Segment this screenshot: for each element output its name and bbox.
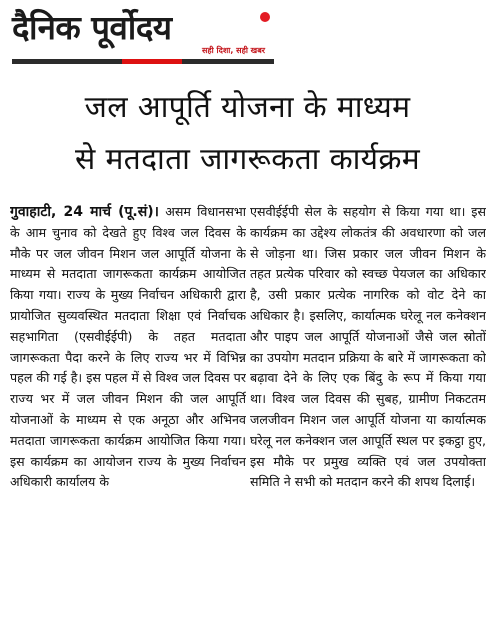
logo-red-dot-icon bbox=[260, 12, 270, 22]
newspaper-logo: दैनिक पूर्वोदय bbox=[12, 8, 172, 47]
headline-line-1: जल आपूर्ति योजना के माध्यम bbox=[84, 90, 411, 125]
article-column-1-text: असम विधानसभा के आम चुनाव को देखते हुए विश्व जल दिवस के मौके पर जल जीवन मिशन जल आपूर्ति योजना के माध्यम से मतदाता जागरूकता कार्यक्रम आयोजित किया गया। राज्य के मुख्य निर्वाचन अधिकारी द्वारा प्रायोजित सुव्यवस्थित मतदाता शिक्षा एवं निर्वाचक सहभागिता (एसवीईईपी) के तहत मतदाता जागरूकता पैदा करने के लिए राज्य भर में विभिन्न पहल की गई है। इस पहल में से विश्व जल दिवस पर राज्य भर में जल जीवन मिशन की जल आपूर्ति योजनाओं के माध्यम से एक अनूठा और अभिनव मतदाता जागरूकता कार्यक्रम आयोजित किया गया। इस कार्यक्रम का आयोजन राज्य के मुख्य निर्वाचन अधिकारी कार्यालय के bbox=[10, 204, 246, 490]
headline-line-2: से मतदाता जागरूकता कार्यक्रम bbox=[75, 142, 420, 177]
newspaper-tagline: सही दिशा, सही खबर bbox=[202, 46, 266, 55]
article-column-1 bbox=[10, 202, 246, 628]
masthead-rule bbox=[12, 59, 274, 64]
masthead-rule-accent bbox=[122, 59, 182, 64]
article-dateline: गुवाहाटी, 24 मार्च (पू.सं)। bbox=[10, 204, 159, 220]
article-column-2 bbox=[250, 202, 486, 628]
article-body bbox=[10, 202, 486, 628]
article-column-2-text: एसवीईईपी सेल के सहयोग से किया गया था। इस कार्यक्रम का उद्देश्य लोकतंत्र की अवधारणा को जल से जोड़ना था। जिस प्रकार जल जीवन मिशन के तहत प्रत्येक परिवार को स्वच्छ पेयजल का अधिकार है, उसी प्रकार प्रत्येक नागरिक को वोट देने का अधिकार है। इसलिए, कार्यात्मक घरेलू नल कनेक्शन और पाइप जल आपूर्ति योजनाओं जैसे जल स्रोतों का उपयोग मतदान प्रक्रिया के बारे में जागरूकता को बढ़ावा देने के लिए एक बिंदु के रूप में किया गया था। विश्व जल दिवस की सुबह, ग्रामीण निकटतम जलजीवन मिशन जल आपूर्ति योजना या कार्यात्मक घरेलू नल कनेक्शन जल आपूर्ति स्थल पर इकट्ठा हुए, इस मौके पर प्रमुख व्यक्ति एवं जल उपयोक्ता समिति ने सभी को मतदान करने की शपथ दिलाई। bbox=[250, 204, 486, 490]
article-headline bbox=[0, 82, 495, 186]
masthead bbox=[0, 0, 495, 80]
